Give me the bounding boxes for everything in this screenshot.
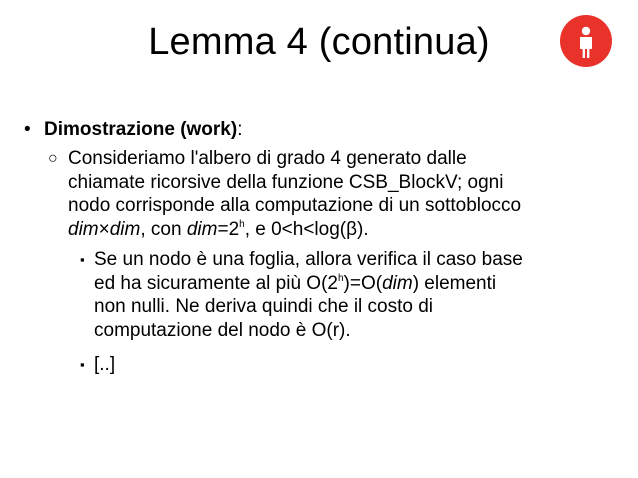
paragraph-line: ed ha sicuramente al più $O(2^h)=O(dim)$ elementi xyxy=(94,272,497,294)
paragraph-line: Consideriamo l'albero di grado 4 generato dalle xyxy=(68,148,467,169)
paragraph-line: chiamate ricorsive della funzione CSB_BlockV; ogni xyxy=(68,171,504,193)
paragraph-line: Se un nodo è una foglia, allora verifica il caso base xyxy=(94,249,523,270)
slide-title: Lemma 4 (continua) xyxy=(148,21,490,63)
paragraph-line: [..] xyxy=(94,354,116,375)
paragraph-line: nodo corrisponde alla computazione di un sottoblocco xyxy=(68,195,522,216)
bullet-dot: • xyxy=(24,119,31,140)
bullet-square: ▪ xyxy=(80,357,85,372)
bullet-square: ▪ xyxy=(80,252,85,267)
paragraph-line: dim×dim, con $dim=2^h$, e 0<h<log(β). xyxy=(68,218,369,240)
paragraph-line: computazione del nodo è O(r). xyxy=(94,319,351,341)
dimostrazione-label: Dimostrazione (work) xyxy=(44,119,238,140)
colon: : xyxy=(237,119,243,140)
bullet-circle: ○ xyxy=(48,150,58,167)
paragraph-line: non nulli. Ne deriva quindi che il costo di xyxy=(94,296,434,317)
